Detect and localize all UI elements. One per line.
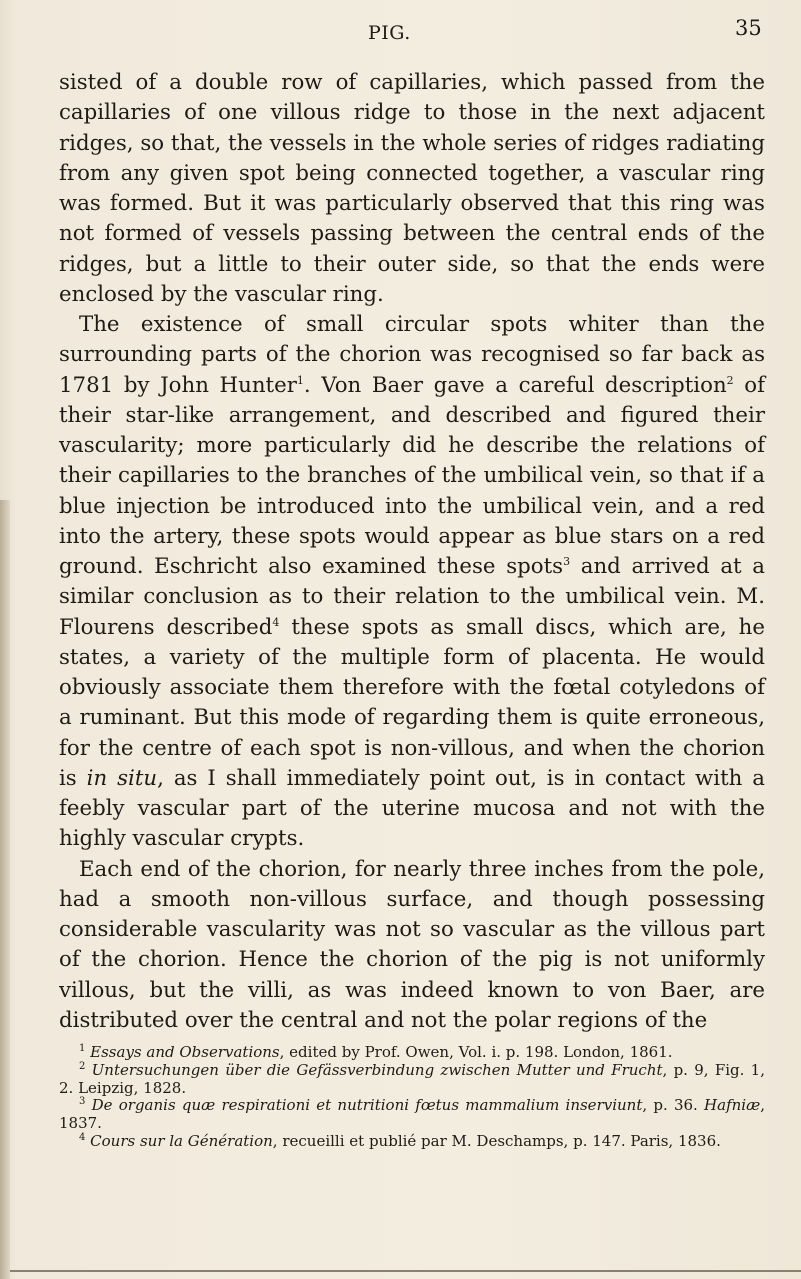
footnote-reference: 2 (79, 1060, 86, 1072)
text-run: and arrived at a similar conclusion as to their relation to the umbilical vein. M. Flourens described (59, 554, 765, 640)
text-run: these spots as small discs, which are, he states, a variety of the multiple form of placenta. He would obviously associate them therefore with the fœtal cotyledons of a ruminant. But this mode of regarding them is quite erroneous, for the centre of each spot is non-villous, and when the chorion is (59, 614, 765, 791)
text-run: The existence of small circular spots whiter than the surrounding parts of the chorion was recognised so far back as 1781 by John Hunter (59, 312, 765, 398)
italic-text: Cours sur la Génération (90, 1131, 273, 1150)
running-title: PIG. (368, 22, 411, 44)
paragraph (59, 855, 765, 1037)
page-number: 35 (735, 16, 762, 40)
italic-text: De organis quæ respirationi et nutritioni fœtus mammalium inserviunt (91, 1096, 643, 1115)
page-header (0, 14, 801, 54)
text-run: , edited by Prof. Owen, Vol. i. p. 198. London, 1861. (279, 1043, 673, 1061)
text-run: , 1837. (59, 1096, 765, 1133)
footnote (59, 1044, 765, 1062)
text-run: Each end of the chorion, for nearly three inches from the pole, had a smooth non-villous surface, and though possessing considerable vascularity was not so vascular as the villous part of the chorion. Hence the chorion of the pig is not uniformly villous, but the villi, as was indeed known to von Baer, are distributed over the central and not the polar regions of the (59, 856, 765, 1033)
paragraph (59, 310, 765, 855)
text-run: , p. 9, Fig. 1, 2. Leipzig, 1828. (59, 1060, 765, 1097)
footnote (59, 1133, 765, 1151)
italic-text: Essays and Observations (90, 1043, 280, 1061)
text-run: sisted of a double row of capillaries, which passed from the capillaries of one villous ridge to those in the next adjacent ridges, so that, the vessels in the whole series of ridges radiating from any given spot being connected together, a vascular ring was formed. But it was particularly observed that this ring was not formed of vessels passing between the central ends of the ridges, but a little to their outer side, so that the ends were enclosed by the vascular ring. (59, 70, 765, 307)
footnote-reference: 3 (563, 554, 571, 568)
text-run: , p. 36. (642, 1096, 705, 1115)
body-text (59, 68, 765, 1036)
text-run: of their star-like arrangement, and described and figured their vascularity; more particularly did he describe the relations of their capillaries to the branches of the umbilical vein, so that if a blue injection be introduced into the umbilical vein, and a red into the artery, these spots would appear as blue stars on a red ground. Eschricht also examined these spots (59, 372, 766, 579)
footnote-reference: 4 (79, 1131, 86, 1143)
footnote-reference: 4 (272, 615, 280, 629)
binding-gutter (0, 500, 10, 1279)
italic-text: Untersuchungen über die Gefässverbindung zwischen Mutter und Frucht (91, 1060, 663, 1079)
footnote-reference: 1 (79, 1043, 86, 1054)
italic-text: in situ (86, 765, 158, 791)
text-run: . Von Baer gave a careful description (303, 372, 727, 398)
paragraph (59, 68, 765, 310)
footnote (59, 1062, 765, 1098)
text-run: , as I shall immediately point out, is in contact with a feebly vascular part of the uterine mucosa and not with the highly vascular crypts. (59, 765, 765, 852)
italic-text: Hafniæ (704, 1096, 761, 1115)
footnotes (59, 1044, 765, 1151)
text-run: , recueilli et publié par M. Deschamps, p. 147. Paris, 1836. (272, 1131, 721, 1150)
footnote-reference: 3 (79, 1096, 86, 1108)
page-edge-rule (10, 1270, 801, 1272)
footnote (59, 1097, 765, 1133)
footnote-reference: 1 (296, 373, 304, 387)
footnote-reference: 2 (726, 373, 734, 387)
